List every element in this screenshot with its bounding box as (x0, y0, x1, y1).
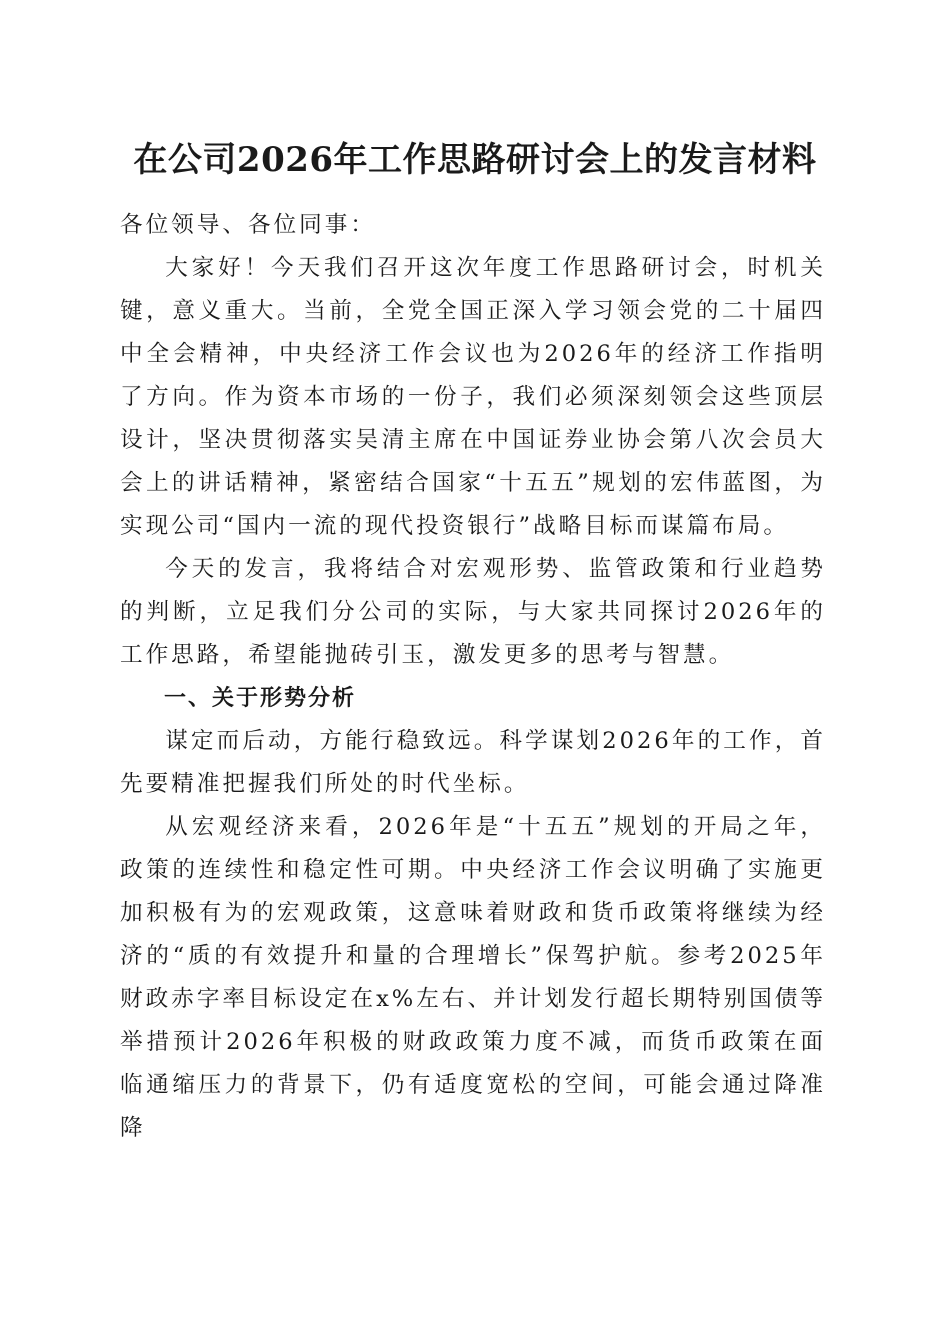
paragraph-opening: 大家好！今天我们召开这次年度工作思路研讨会，时机关键，意义重大。当前，全党全国正深入学习领会党的二十届四中全会精神，中央经济工作会议也为2026年的经济工作指明了方向。作为资本市场的一份子，我们必须深刻领会这些顶层设计，坚决贯彻落实吴清主席在中国证券业协会第八次会员大会上的讲话精神，紧密结合国家“十五五”规划的宏伟蓝图，为实现公司“国内一流的现代投资银行”战略目标而谋篇布局。 (120, 255, 826, 539)
paragraph-macro-economy: 从宏观经济来看，2026年是“十五五”规划的开局之年，政策的连续性和稳定性可期。中央经济工作会议明确了实施更加积极有为的宏观政策，这意味着财政和货币政策将继续为经济的“质的有效提升和量的合理增长”保驾护航。参考2025年财政赤字率目标设定在x%左右、并计划发行超长期特别国债等举措预计2026年积极的财政政策力度不减，而货币政策在面临通缩压力的背景下，仍有适度宽松的空间，可能会通过降准降 (120, 814, 826, 1141)
salutation: 各位领导、各位同事： (120, 212, 376, 238)
section-heading: 一、关于形势分析 (164, 686, 357, 711)
document-title: 在公司2026年工作思路研讨会上的发言材料 (133, 140, 817, 180)
document-body (120, 204, 826, 1150)
paragraph-purpose: 今天的发言，我将结合对宏观形势、监管政策和行业趋势的判断，立足我们分公司的实际，与大家共同探讨2026年的工作思路，希望能抛砖引玉，激发更多的思考与智慧。 (120, 556, 826, 668)
paragraph-section-intro: 谋定而后动，方能行稳致远。科学谋划2026年的工作，首先要精准把握我们所处的时代坐标。 (120, 728, 826, 797)
